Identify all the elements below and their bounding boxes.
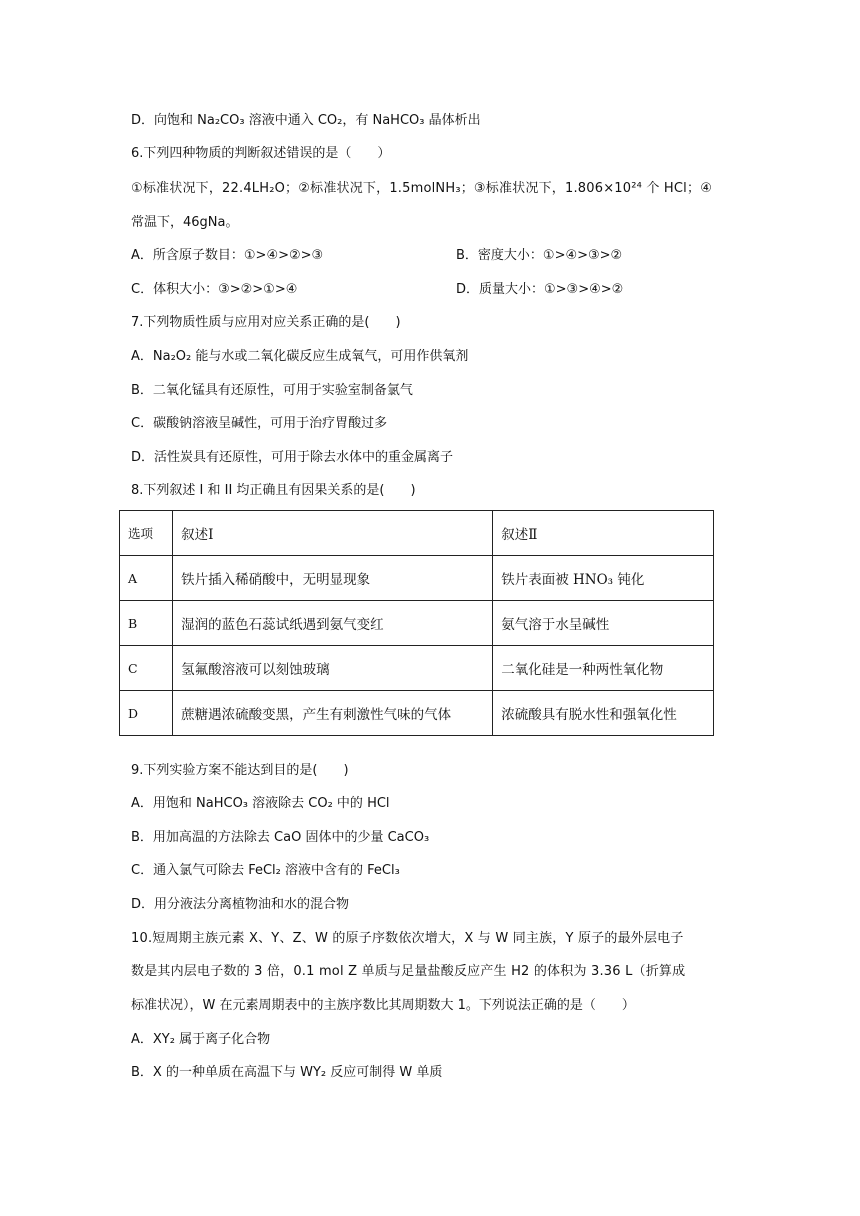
q6-option-b: B．密度大小：①>④>③>②	[456, 248, 623, 263]
q9-stem: 9.下列实验方案不能达到目的是( )	[131, 763, 349, 778]
table-cell: A	[120, 556, 173, 601]
table-cell: 蔗糖遇浓硫酸变黑，产生有刺激性气味的气体	[173, 691, 493, 736]
table-cell: 二氧化硅是一种两性氧化物	[493, 646, 714, 691]
table-row	[120, 556, 714, 601]
q9-option-d: D．用分液法分离植物油和水的混合物	[131, 897, 350, 912]
table-cell: 氢氟酸溶液可以刻蚀玻璃	[173, 646, 493, 691]
q6-option-a: A．所含原子数目：①>④>②>③	[131, 248, 324, 263]
q7-option-d: D．活性炭具有还原性，可用于除去水体中的重金属离子	[131, 450, 454, 465]
q10-option-b: B．X 的一种单质在高温下与 WY₂ 反应可制得 W 单质	[131, 1065, 443, 1080]
table-row	[120, 691, 714, 736]
q10-stem-line2: 数是其内层电子数的 3 倍，0.1 mol Z 单质与足量盐酸反应产生 H2 的体积为 3.36 L（折算成	[131, 964, 686, 979]
q6-items-line1: ①标准状况下，22.4LH₂O；②标准状况下，1.5molNH₃；③标准状况下，1.806×10²⁴ 个 HCl；④	[131, 181, 713, 196]
table-cell: 湿润的蓝色石蕊试纸遇到氨气变红	[173, 601, 493, 646]
q9-option-b: B．用加高温的方法除去 CaO 固体中的少量 CaCO₃	[131, 830, 430, 845]
q8-table	[119, 510, 714, 736]
q8-stem: 8.下列叙述 I 和 II 均正确且有因果关系的是( )	[131, 483, 416, 498]
table-row	[120, 601, 714, 646]
table-header-row	[120, 511, 714, 556]
q9-option-c: C．通入氯气可除去 FeCl₂ 溶液中含有的 FeCl₃	[131, 863, 400, 878]
q10-option-a: A．XY₂ 属于离子化合物	[131, 1032, 271, 1047]
table-header-cell: 叙述Ⅰ	[173, 511, 493, 556]
q6-option-c: C．体积大小：③>②>①>④	[131, 282, 298, 297]
table-header-cell: 叙述Ⅱ	[493, 511, 714, 556]
q7-option-b: B．二氧化锰具有还原性，可用于实验室制备氯气	[131, 383, 413, 398]
table-cell: 铁片插入稀硝酸中，无明显现象	[173, 556, 493, 601]
q9-option-a: A．用饱和 NaHCO₃ 溶液除去 CO₂ 中的 HCl	[131, 796, 390, 811]
q10-stem-line3: 标准状况），W 在元素周期表中的主族序数比其周期数大 1。下列说法正确的是（ ）	[131, 998, 635, 1013]
q7-option-c: C．碳酸钠溶液呈碱性，可用于治疗胃酸过多	[131, 416, 388, 431]
table-row	[120, 646, 714, 691]
q6-option-d: D．质量大小：①>③>④>②	[456, 282, 624, 297]
q6-items-line2: 常温下，46gNa。	[131, 215, 239, 230]
q10-stem-line1: 10.短周期主族元素 X、Y、Z、W 的原子序数依次增大，X 与 W 同主族，Y 原子的最外层电子	[131, 931, 684, 946]
table-cell: 氨气溶于水呈碱性	[493, 601, 714, 646]
table-cell: C	[120, 646, 173, 691]
table-cell: B	[120, 601, 173, 646]
q7-stem: 7.下列物质性质与应用对应关系正确的是( )	[131, 315, 401, 330]
table-cell: D	[120, 691, 173, 736]
table-cell: 铁片表面被 HNO₃ 钝化	[493, 556, 714, 601]
q7-option-a: A．Na₂O₂ 能与水或二氧化碳反应生成氧气，可用作供氧剂	[131, 349, 469, 364]
q6-stem: 6.下列四种物质的判断叙述错误的是（ ）	[131, 146, 391, 161]
table-cell: 浓硫酸具有脱水性和强氧化性	[493, 691, 714, 736]
q5-option-d: D．向饱和 Na₂CO₃ 溶液中通入 CO₂，有 NaHCO₃ 晶体析出	[131, 113, 481, 128]
table-header-cell: 选项	[120, 511, 173, 556]
